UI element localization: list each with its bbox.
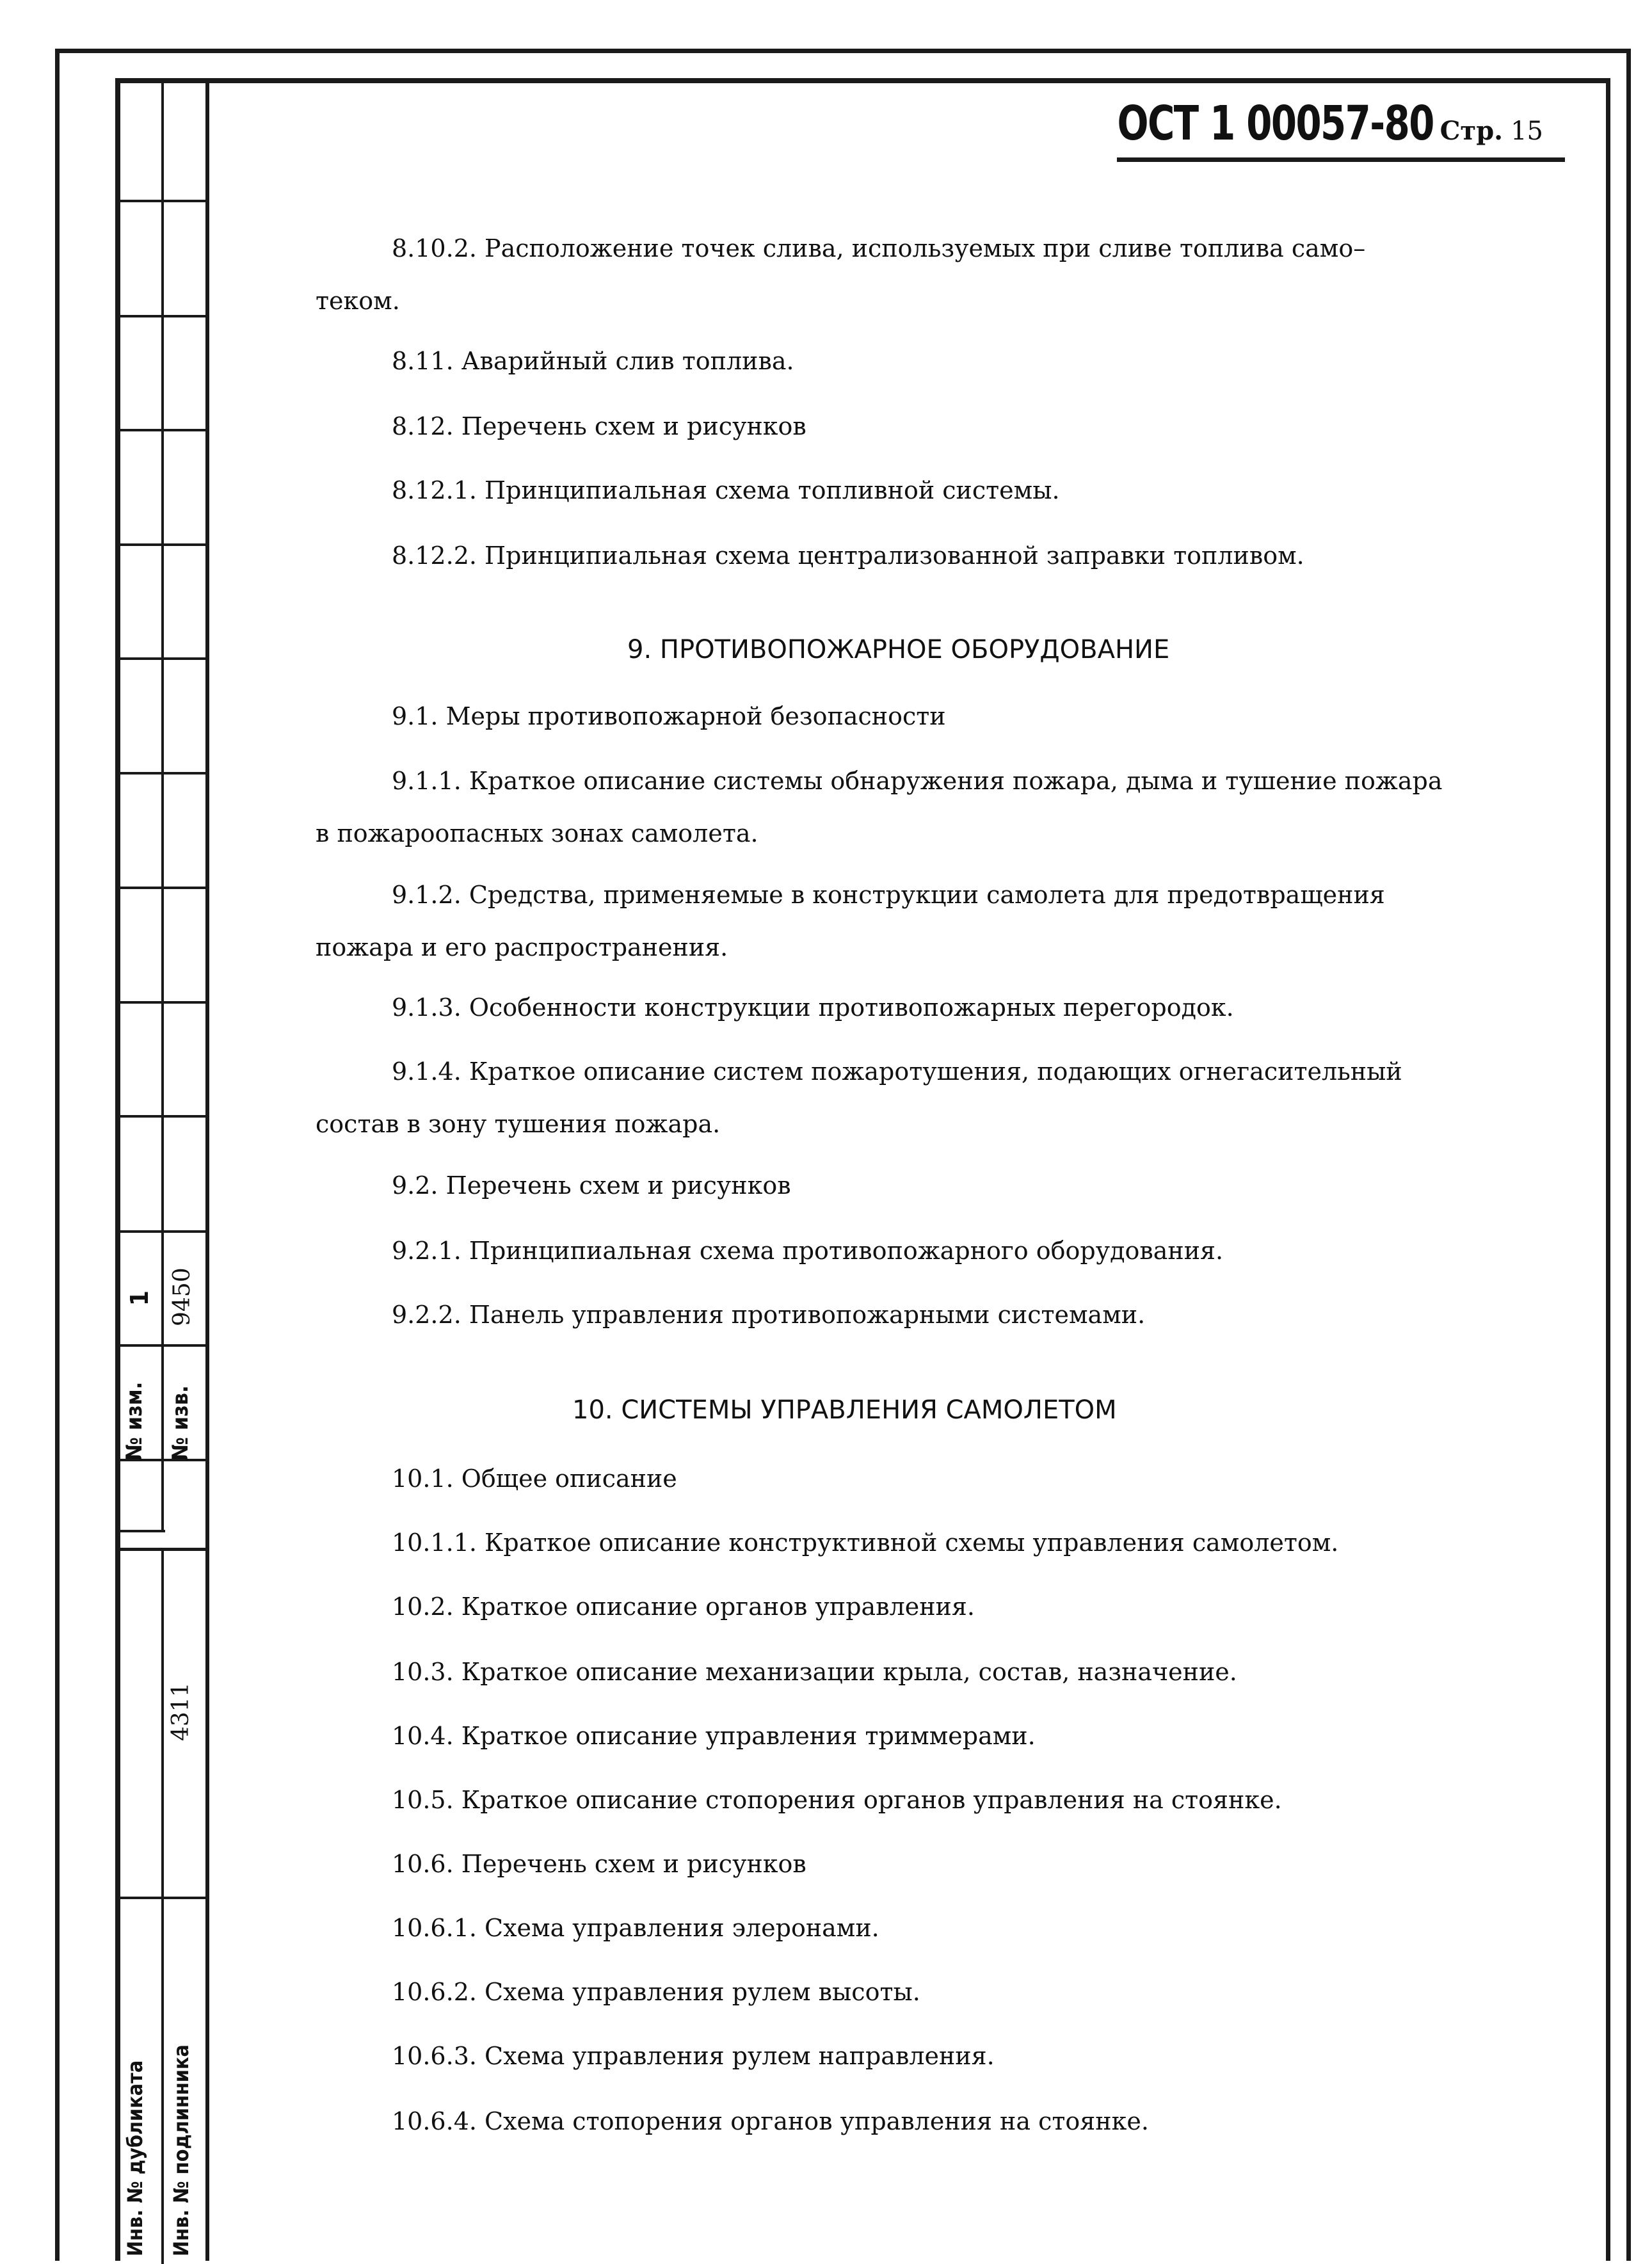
stamp-divider xyxy=(161,1551,164,2264)
text-line: 10.1.1. Краткое описание конструктивной схемы управления самолетом. xyxy=(392,1529,1339,1557)
text-line: 10.3. Краткое описание механизации крыла, состав, назначение. xyxy=(392,1658,1237,1686)
stamp-row-line xyxy=(115,200,208,202)
orig-label: Инв. № подлинника xyxy=(169,2044,193,2256)
stamp-row-line xyxy=(115,772,208,775)
stamp-row-line xyxy=(115,429,208,431)
text-line: 9.2. Перечень схем и рисунков xyxy=(392,1171,791,1200)
text-line: 10.6.1. Схема управления элеронами. xyxy=(392,1914,879,1942)
text-line: 8.10.2. Расположение точек слива, используемых при сливе топлива само– xyxy=(392,234,1366,262)
text-line: 10.4. Краткое описание управления триммерами. xyxy=(392,1722,1036,1750)
izv-label: № изв. xyxy=(168,1385,193,1461)
text-line: 10.1. Общее описание xyxy=(392,1465,677,1493)
stamp-row-line xyxy=(115,1530,165,1532)
orig-value: 4311 xyxy=(168,1682,194,1741)
stamp-row-line xyxy=(115,887,208,889)
stamp-row-line xyxy=(115,1001,208,1004)
stamp-row-line xyxy=(115,543,208,546)
text-line: 10.6. Перечень схем и рисунков xyxy=(392,1850,806,1878)
text-line: 10.2. Краткое описание органов управления. xyxy=(392,1593,975,1621)
page-label: Стр. xyxy=(1439,116,1504,146)
text-line: 9.2.2. Панель управления противопожарными системами. xyxy=(392,1301,1146,1329)
page-number: 15 xyxy=(1511,116,1543,146)
text-line: 9.1.3. Особенности конструкции противопожарных перегородок. xyxy=(392,993,1234,1022)
standard-code: ОСТ 1 00057-80 xyxy=(1117,96,1434,151)
text-line: теком. xyxy=(316,287,400,315)
header-rule xyxy=(1117,157,1565,162)
text-line: в пожароопасных зонах самолета. xyxy=(316,819,758,847)
section-heading: 10. СИСТЕМЫ УПРАВЛЕНИЯ САМОЛЕТОМ xyxy=(572,1395,1117,1425)
text-line: 9.2.1. Принципиальная схема противопожарного оборудования. xyxy=(392,1237,1224,1265)
izm-value: 1 xyxy=(125,1290,154,1306)
stamp-row-line xyxy=(115,1230,208,1233)
section-heading: 9. ПРОТИВОПОЖАРНОЕ ОБОРУДОВАНИЕ xyxy=(627,635,1170,664)
text-line: 9.1.4. Краткое описание систем пожаротушения, подающих огнегасительный xyxy=(392,1057,1402,1086)
text-line: 10.6.3. Схема управления рулем направления. xyxy=(392,2042,995,2070)
text-line: 8.12.2. Принципиальная схема централизованной заправки топливом. xyxy=(392,542,1304,570)
text-line: 8.11. Аварийный слив топлива. xyxy=(392,347,794,375)
dup-label: Инв. № дубликата xyxy=(123,2060,147,2256)
stamp-row-line xyxy=(115,315,208,317)
stamp-row-line xyxy=(115,1115,208,1118)
izv-value: 9450 xyxy=(169,1267,195,1326)
stamp-row-line xyxy=(115,1897,208,1899)
stamp-row-line xyxy=(115,657,208,660)
text-line: 10.6.4. Схема стопорения органов управления на стоянке. xyxy=(392,2107,1149,2135)
text-line: 10.6.2. Схема управления рулем высоты. xyxy=(392,1978,920,2006)
izm-label: № изм. xyxy=(122,1381,147,1461)
text-line: 8.12. Перечень схем и рисунков xyxy=(392,412,806,440)
text-line: 10.5. Краткое описание стопорения органов управления на стоянке. xyxy=(392,1786,1282,1814)
stamp-divider xyxy=(161,78,164,1531)
stamp-row-line xyxy=(115,1344,208,1347)
text-line: 8.12.1. Принципиальная схема топливной системы. xyxy=(392,476,1060,504)
text-line: состав в зону тушения пожара. xyxy=(316,1110,721,1138)
document-header xyxy=(1028,96,1543,151)
text-line: пожара и его распространения. xyxy=(316,933,728,961)
text-line: 9.1.1. Краткое описание системы обнаружения пожара, дыма и тушение пожара xyxy=(392,767,1443,795)
text-line: 9.1.2. Средства, применяемые в конструкции самолета для предотвращения xyxy=(392,881,1385,909)
text-line: 9.1. Меры противопожарной безопасности xyxy=(392,702,946,730)
